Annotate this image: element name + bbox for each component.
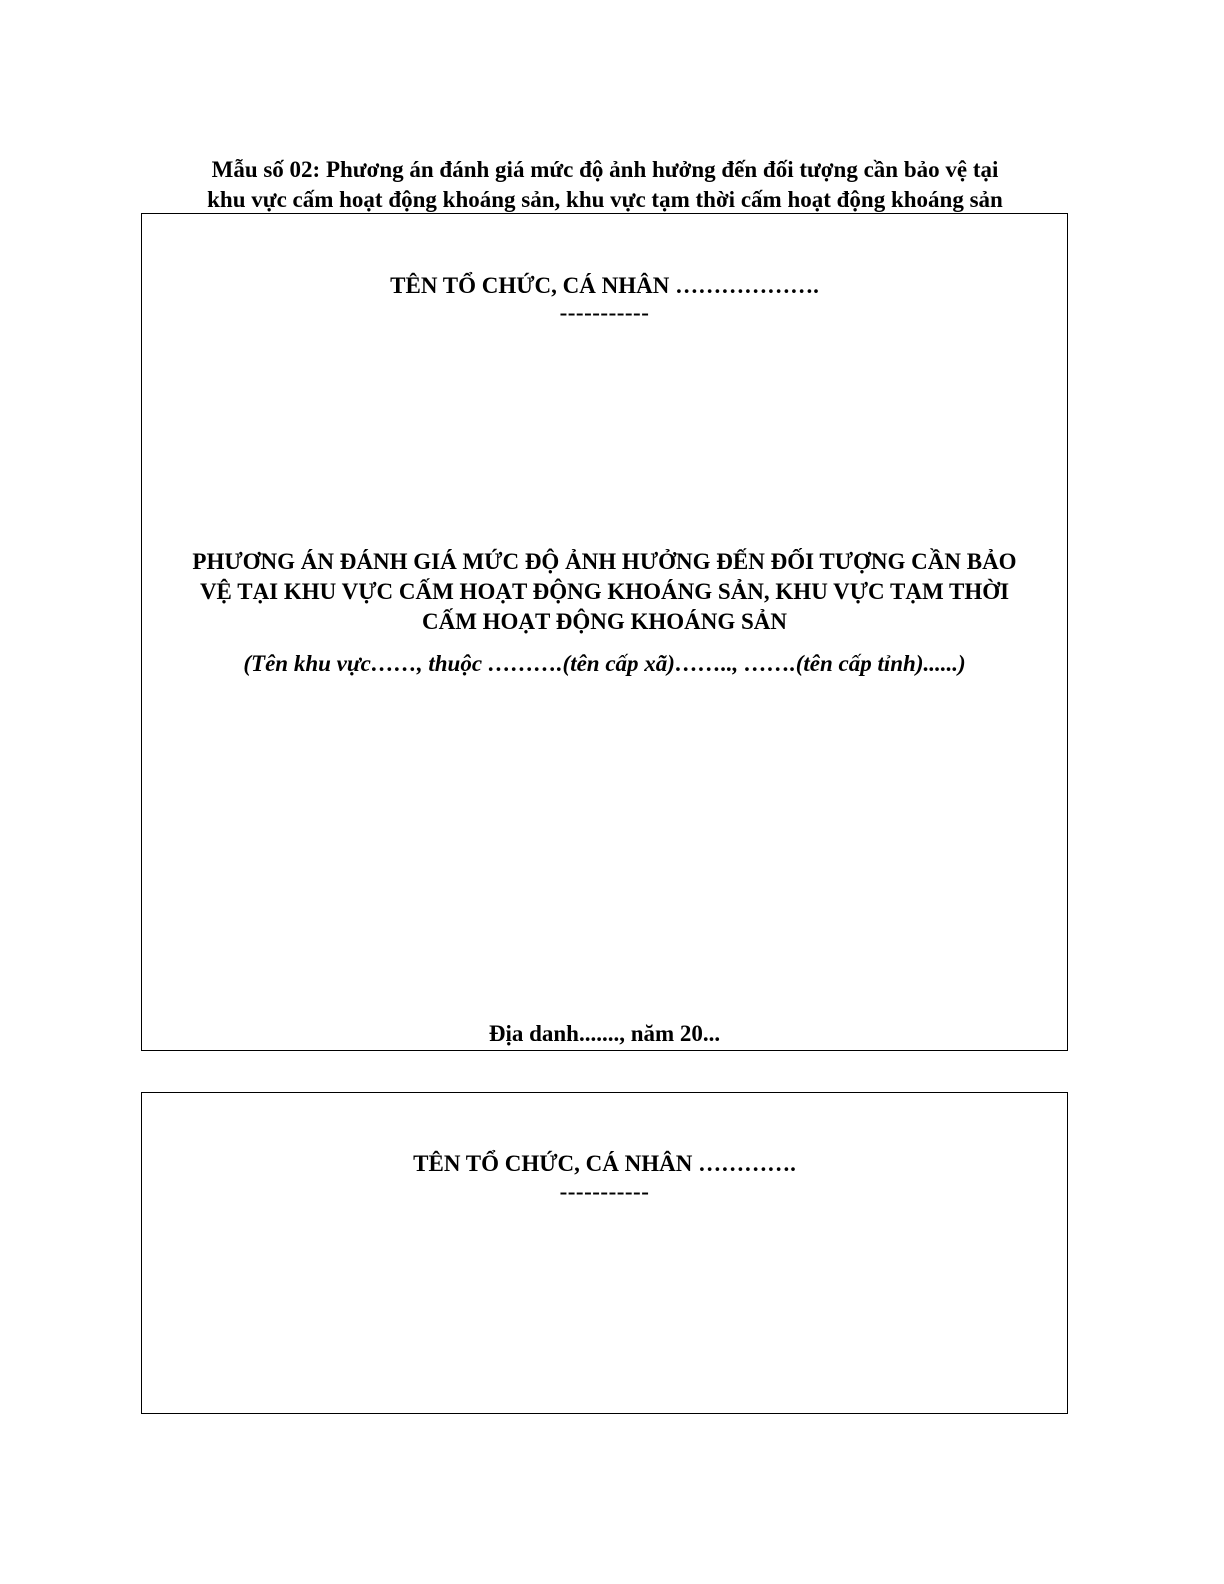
form-heading	[130, 155, 1080, 215]
plan-title-line-2: VỆ TẠI KHU VỰC CẤM HOẠT ĐỘNG KHOÁNG SẢN, KHU VỰC TẠM THỜI	[199, 579, 1010, 604]
cover-page-frame	[141, 213, 1068, 1051]
separator-line-inner: -----------	[559, 1179, 650, 1204]
place-and-year: Địa danh......., năm 20...	[488, 1021, 721, 1046]
plan-title	[142, 547, 1067, 637]
form-heading-line-2: khu vực cấm hoạt động khoáng sản, khu vực tạm thời cấm hoạt động khoáng sản	[207, 187, 1003, 212]
separator-line: -----------	[559, 300, 650, 325]
organization-name-inner: TÊN TỔ CHỨC, CÁ NHÂN ………….	[413, 1151, 796, 1176]
organization-name: TÊN TỔ CHỨC, CÁ NHÂN ……………….	[390, 273, 819, 298]
plan-title-line-1: PHƯƠNG ÁN ĐÁNH GIÁ MỨC ĐỘ ẢNH HƯỞNG ĐẾN ĐỐI TƯỢNG CẦN BẢO	[192, 549, 1017, 574]
area-subtitle: (Tên khu vực……, thuộc ……….(tên cấp xã)…….., …….(tên cấp tỉnh)......)	[243, 651, 966, 676]
plan-title-line-3: CẤM HOẠT ĐỘNG KHOÁNG SẢN	[421, 609, 788, 634]
form-heading-line-1: Mẫu số 02: Phương án đánh giá mức độ ảnh hưởng đến đối tượng cần bảo vệ tại	[211, 157, 999, 182]
inner-cover-frame	[141, 1092, 1068, 1414]
